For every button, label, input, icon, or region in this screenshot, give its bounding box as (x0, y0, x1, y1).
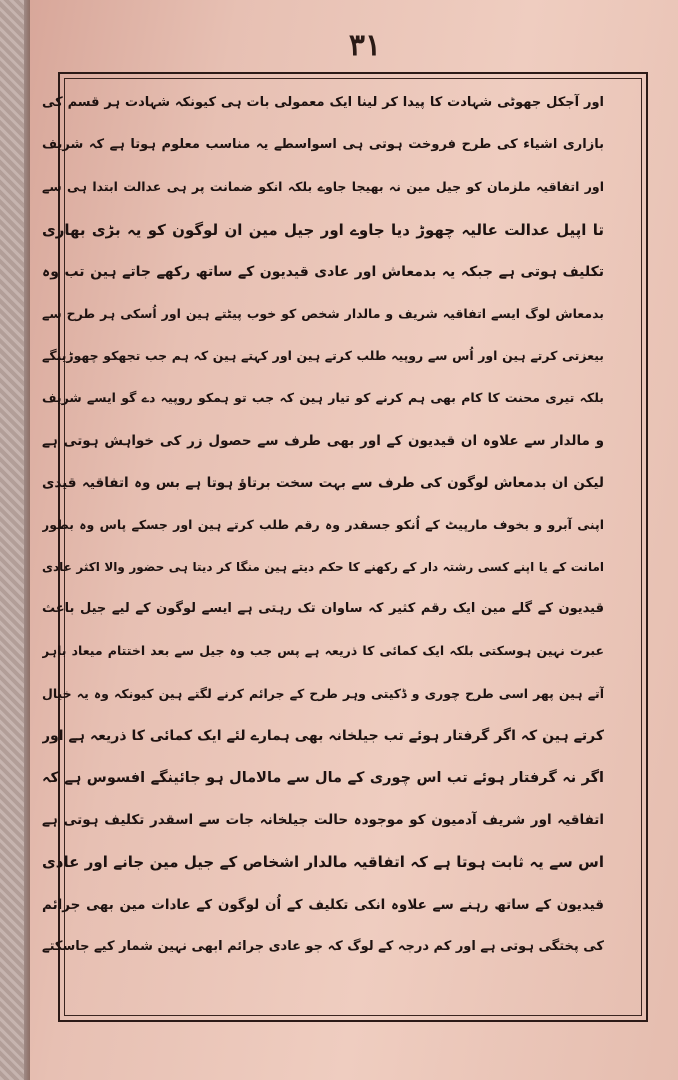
text-line: اس سے یہ ثابت ہوتا ہے کہ اتفاقیہ مالدار اشخاص کے جیل مین جانے اور عادی (42, 853, 604, 872)
text-line: اور اتفاقیہ ملزمان کو جیل مین نہ بھیجا جاوے بلکہ انکو ضمانت پر ہی عدالت ابتدا ہی سے (42, 179, 604, 195)
text-line: آتے ہین پھر اسی طرح چوری و ڈکیتی وہر طرح کے جرائم کرنے لگتے ہین کیونکہ وہ یہ خیال (42, 685, 604, 701)
text-line: لیکن ان بدمعاش لوگون کی طرف سے بہت سخت برتاؤ ہوتا ہے بس وہ اتفاقیہ قیدی (42, 474, 604, 491)
text-line: اپنی آبرو و بخوف مارپیٹ کے اُنکو جسقدر وہ رقم طلب کرتے ہین اور جسکے پاس وہ بطور (42, 516, 604, 532)
text-line: امانت کے یا اپنے کسی رشتہ دار کے رکھنے کا حکم دیتے ہین منگا کر دیتا ہی حضور والا اکثر عادی (42, 560, 604, 575)
page-number: ۳۱ (348, 28, 382, 63)
text-line: قیدیون کے گلے مین ایک رقم کثیر کہ ساوان تک رہتی ہے ایسے لوگون کے لیے جیل باعث (42, 601, 604, 617)
text-line: کی پختگی ہوتی ہے اور کم درجہ کے لوگ کہ جو عادی جرائم ابھی نہین شمار کیے جاسکتے (42, 938, 604, 954)
text-line: بلکہ تیری محنت کا کام بھی ہم کرنے کو تیار ہین کہ جب تو ہمکو روپیہ دے گو ایسے شریف (42, 390, 604, 406)
urdu-text-block (42, 82, 604, 1012)
text-line: بیعزتی کرتے ہین اور اُس سے روپیہ طلب کرتے ہین اور کہتے ہین کہ ہم جب تجھکو چھوڑینگے (42, 348, 604, 364)
text-line: قیدیون کے ساتھ رہنے سے علاوہ انکی تکلیف کے اُن لوگون کے عادات مین بھی جرائم (42, 896, 604, 913)
text-line: و مالدار سے علاوہ ان قیدیون کے اور بھی طرف سے حصول زر کی خواہش ہوتی ہے (42, 432, 604, 449)
text-line: تکلیف ہوتی ہے جبکہ یہ بدمعاش اور عادی قیدیون کے ساتھ رکھے جاتے ہین تب وہ (42, 263, 604, 280)
text-line: بدمعاش لوگ ایسے اتفاقیہ شریف و مالدار شخص کو خوب پیٹتے ہین اور اُسکی ہر طرح سے (42, 305, 604, 321)
text-line: بازاری اشیاء کی طرح فروخت ہوتی ہی اسواسطے یہ مناسب معلوم ہوتا ہے کہ شریف (42, 137, 604, 153)
text-line: اتفاقیہ اور شریف آدمیون کو موجودہ حالت جیلخانہ جات سے اسقدر تکلیف ہوتی ہے (42, 812, 604, 829)
text-line: تا اپیل عدالت عالیہ چھوڑ دیا جاوے اور جیل مین ان لوگون کو یہ بڑی بھاری (42, 220, 604, 239)
book-binding (0, 0, 30, 1080)
text-line: اور آجکل جھوٹی شہادت کا پیدا کر لینا ایک معمولی بات ہی کیونکہ شہادت ہر قسم کی (42, 95, 604, 110)
text-line: اگر نہ گرفتار ہوئے تب اس چوری کے مال سے مالامال ہو جائینگے افسوس ہے کہ (42, 770, 604, 786)
text-line: کرتے ہین کہ اگر گرفتار ہوئے تب جیلخانہ بھی ہمارے لئے ایک کمائی کا ذریعہ ہے اور (42, 727, 604, 744)
text-line: عبرت نہین ہوسکتی بلکہ ایک کمائی کا ذریعہ ہے پس جب وہ جیل سے بعد اختتام میعاد باہر (42, 643, 604, 659)
